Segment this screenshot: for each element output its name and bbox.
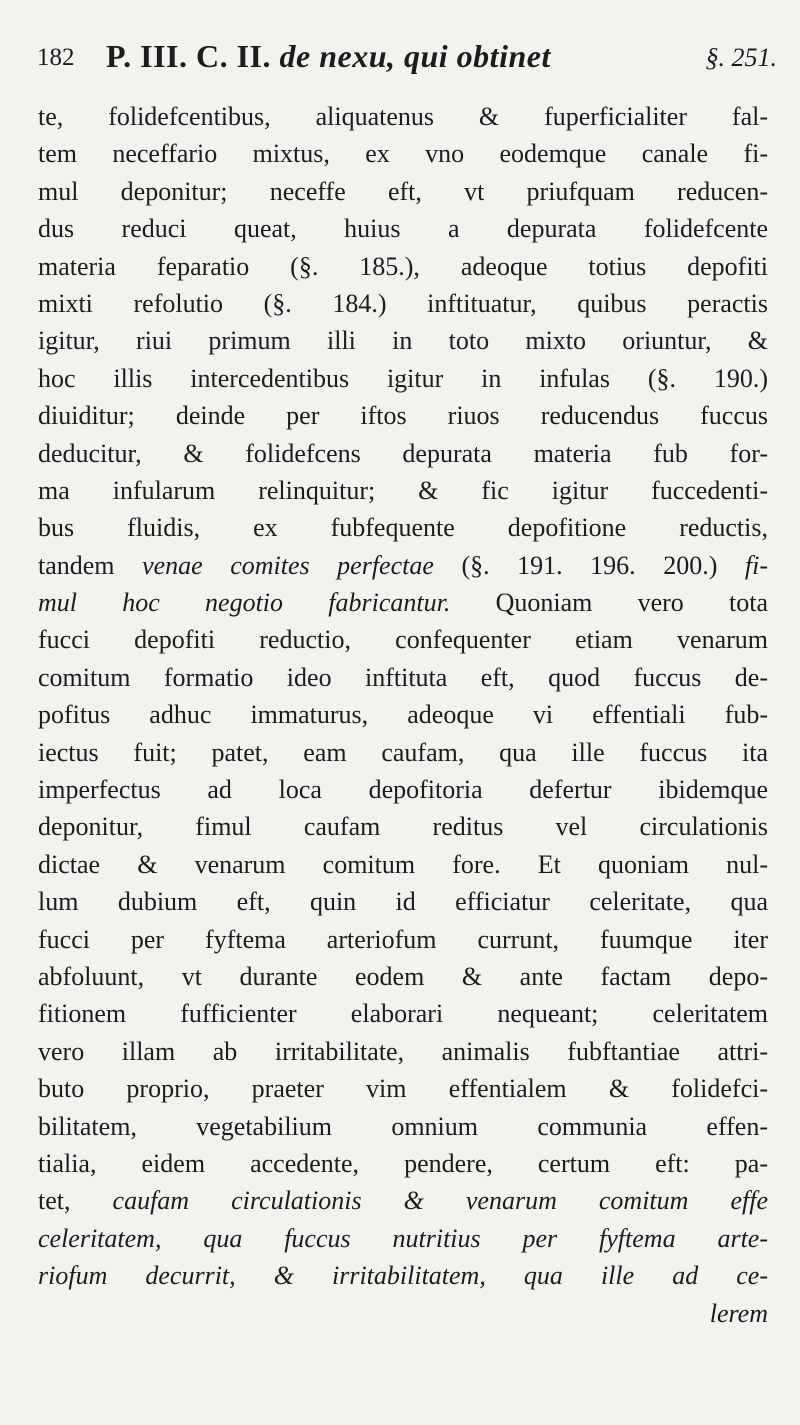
italic-text: fi- (744, 550, 768, 580)
text-line (38, 846, 768, 883)
text-line (38, 808, 768, 845)
text-span: (§. 191. 196. 200.) (433, 550, 745, 580)
text-span: Quoniam vero tota (450, 588, 768, 618)
text-line (38, 584, 768, 621)
running-head-italic: de nexu, qui obtinet (279, 38, 551, 74)
text-line (38, 98, 768, 135)
text-line (38, 285, 768, 322)
text-span: comitum formatio ideo inftituta eft, quod fuccus de- (38, 662, 768, 692)
text-span: imperfectus ad loca depofitoria defertur ibidemque (38, 775, 768, 805)
text-line (38, 1220, 768, 1257)
italic-text: caufam circulationis & venarum comitum effe (112, 1186, 768, 1216)
text-line (38, 883, 768, 920)
text-line (38, 1182, 768, 1219)
italic-text: lerem (709, 1298, 768, 1328)
section-number: §. 251. (705, 43, 777, 72)
running-head-part: P. III. C. II. (106, 38, 271, 74)
text-line (38, 696, 768, 733)
page-header (37, 38, 777, 80)
text-span: hoc illis intercedentibus igitur in infulas (§. 190.) (38, 363, 768, 393)
text-span: tialia, eidem accedente, pendere, certum eft: pa- (38, 1148, 768, 1178)
text-line (38, 547, 768, 584)
text-span: mul deponitur; neceffe eft, vt priufquam reducen- (38, 176, 768, 206)
text-span: tandem (38, 550, 143, 580)
italic-text: celeritatem, qua fuccus nutritius per fyftema arte- (38, 1223, 768, 1253)
italic-text: venae comites perfectae (142, 550, 434, 580)
text-line (38, 397, 768, 434)
italic-text: riofum decurrit, & irritabilitatem, qua ille ad ce- (38, 1261, 768, 1291)
text-line (38, 135, 768, 172)
text-line (38, 995, 768, 1032)
text-span: tem neceffario mixtus, ex vno eodemque canale fi- (38, 139, 768, 169)
text-line (38, 1033, 768, 1070)
text-span: materia feparatio (§. 185.), adeoque totius depofiti (38, 251, 768, 281)
text-span: pofitus adhuc immaturus, adeoque vi effentiali fub- (38, 700, 768, 730)
text-span: dus reduci queat, huius a depurata folidefcente (38, 214, 768, 244)
text-line (38, 771, 768, 808)
text-span: dictae & venarum comitum fore. Et quoniam nul- (38, 849, 768, 879)
text-span: te, folidefcentibus, aliquatenus & fuperficialiter fal- (38, 102, 768, 131)
text-line (38, 1070, 768, 1107)
body-text (38, 98, 768, 1332)
text-span: deponitur, fimul caufam reditus vel circulationis (38, 812, 768, 842)
text-line (38, 360, 768, 397)
text-span: igitur, riui primum illi in toto mixto oriuntur, & (38, 326, 768, 356)
text-line (38, 210, 768, 247)
page-number: 182 (37, 44, 75, 71)
text-line (38, 1145, 768, 1182)
text-span: mixti refolutio (§. 184.) inftituatur, quibus peractis (38, 288, 768, 318)
text-line (38, 435, 768, 472)
text-line (38, 248, 768, 285)
text-line (38, 958, 768, 995)
text-line (38, 1108, 768, 1145)
italic-text: mul hoc negotio fabricantur. (38, 588, 451, 618)
text-span: vero illam ab irritabilitate, animalis fubftantiae attri- (38, 1036, 768, 1066)
text-span: ma infularum relinquitur; & fic igitur fuccedenti- (38, 475, 768, 505)
text-span: fitionem fufficienter elaborari nequeant; celeritatem (38, 999, 768, 1029)
text-line (38, 322, 768, 359)
text-line (38, 734, 768, 771)
text-line (38, 921, 768, 958)
text-span: deducitur, & folidefcens depurata materia fub for- (38, 438, 768, 468)
text-span: bus fluidis, ex fubfequente depofitione reductis, (38, 513, 768, 543)
text-span: diuiditur; deinde per iftos riuos reducendus fuccus (38, 401, 768, 431)
text-span: buto proprio, praeter vim effentialem & folidefci- (38, 1074, 768, 1104)
text-line (38, 1257, 768, 1294)
text-span: fucci depofiti reductio, confequenter etiam venarum (38, 625, 768, 655)
text-span: abfoluunt, vt durante eodem & ante factam depo- (38, 961, 768, 991)
text-line (38, 621, 768, 658)
text-line (38, 659, 768, 696)
text-line (38, 509, 768, 546)
text-span: fucci per fyftema arteriofum currunt, fuumque iter (38, 924, 768, 954)
running-head (106, 38, 551, 75)
text-span: tet, (38, 1186, 113, 1216)
text-line (38, 1295, 768, 1332)
text-line (38, 472, 768, 509)
text-line (38, 173, 768, 210)
text-span: iectus fuit; patet, eam caufam, qua ille fuccus ita (38, 737, 768, 767)
text-span: bilitatem, vegetabilium omnium communia effen- (38, 1111, 768, 1141)
text-span: lum dubium eft, quin id efficiatur celeritate, qua (38, 887, 768, 917)
